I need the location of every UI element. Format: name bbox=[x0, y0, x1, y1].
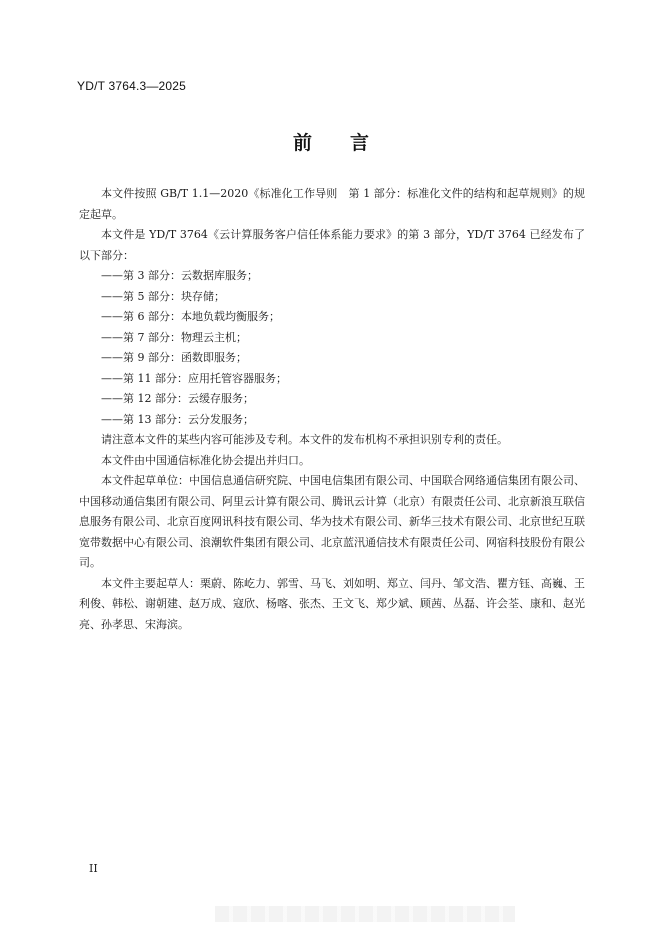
standard-code: YD/T 3764.3—2025 bbox=[77, 79, 187, 93]
page-number: II bbox=[89, 862, 98, 875]
paragraph-series-intro: 本文件是 YD/T 3764《云计算服务客户信任体系能力要求》的第 3 部分，YD/T 3764 已经发布了以下部分： bbox=[79, 228, 585, 262]
list-item: ——第 6 部分：本地负载均衡服务； bbox=[101, 310, 280, 323]
paragraph-drafting-units: 本文件起草单位：中国信息通信研究院、中国电信集团有限公司、中国联合网络通信集团有限公司、中国移动通信集团有限公司、阿里云计算有限公司、腾讯云计算（北京）有限责任公司、北京新浪互联信息服务有限公司、北京百度网讯科技有限公司、华为技术有限公司、新华三技术有限公司、北京世纪互联宽带数据中心有限公司、浪潮软件集团有限公司、北京蓝汛通信技术有限责任公司、网宿科技股份有限公司。 bbox=[79, 474, 585, 569]
list-item: ——第 9 部分：函数即服务； bbox=[101, 351, 247, 364]
document-body bbox=[79, 184, 585, 635]
list-item: ——第 11 部分：应用托管容器服务； bbox=[101, 371, 287, 385]
faint-watermark bbox=[215, 906, 515, 922]
paragraph-drafting-rules: 本文件按照 GB/T 1.1—2020《标准化工作导则 第 1 部分：标准化文件的结构和起草规则》的规定起草。 bbox=[79, 187, 585, 221]
paragraph-proposer: 本文件由中国通信标准化协会提出并归口。 bbox=[101, 453, 310, 467]
paragraph-patent-notice: 请注意本文件的某些内容可能涉及专利。本文件的发布机构不承担识别专利的责任。 bbox=[101, 433, 508, 446]
list-item: ——第 13 部分：云分发服务； bbox=[101, 412, 254, 426]
list-item: ——第 12 部分：云缓存服务； bbox=[101, 392, 254, 405]
parts-list bbox=[79, 266, 585, 430]
list-item: ——第 3 部分：云数据库服务； bbox=[101, 269, 258, 282]
list-item: ——第 7 部分：物理云主机； bbox=[101, 330, 247, 344]
page-title: 前 言 bbox=[292, 132, 369, 154]
paragraph-drafters: 本文件主要起草人：栗蔚、陈屹力、郭雪、马飞、刘如明、郑立、闫丹、邹文浩、瞿方钰、高巍、王利俊、韩松、谢朝建、赵万成、寇欣、杨喀、张杰、王文飞、郑少斌、顾茜、丛磊、许会荃、康和、赵光亮、孙孝思、宋海滨。 bbox=[79, 576, 585, 631]
list-item: ——第 5 部分：块存储； bbox=[101, 289, 225, 303]
